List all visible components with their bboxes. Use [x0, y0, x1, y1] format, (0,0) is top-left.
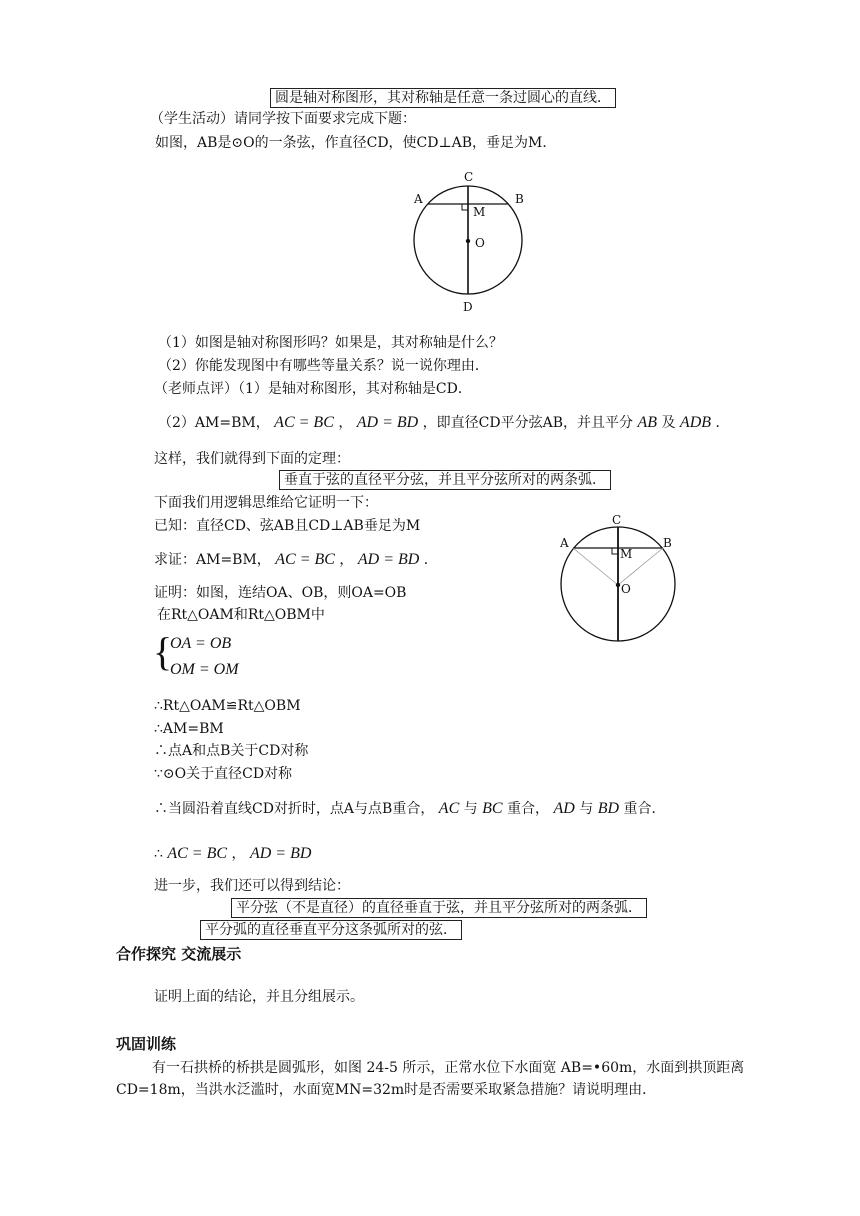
logic-lead: 下面我们用逻辑思维给它证明一下： — [154, 495, 378, 511]
fold-arc-bd: BD — [597, 800, 620, 817]
answer-2-sep: ， — [338, 415, 353, 431]
student-activity-text: （学生活动）请同学按下面要求完成下题： — [150, 111, 416, 127]
arc-adb: ADB — [679, 414, 712, 431]
fold-arc-bc: BC — [482, 800, 503, 817]
system-brace: { — [153, 629, 173, 674]
prove-eq-ac-bc: AC = BC — [275, 551, 335, 568]
given-statement: 已知：直径CD、弦AB且CD⊥AB垂足为M — [154, 518, 421, 534]
fold-arc-ac: AC — [438, 800, 460, 817]
conclusion-eq-ad-bd: AD = BD — [249, 845, 312, 862]
further-lead: 进一步，我们还可以得到结论： — [154, 878, 350, 894]
label-m: M — [473, 205, 486, 219]
label-o: O — [475, 236, 485, 250]
prove-end: ． — [423, 552, 438, 568]
equation-ac-bc: AC = BC — [274, 414, 334, 431]
right-angle-mark — [462, 204, 468, 210]
section-title-cooperate: 合作探究 交流展示 — [116, 945, 242, 963]
arc-ab: AB — [637, 414, 658, 431]
right-angle-mark-2 — [612, 548, 618, 554]
axis-definition-text: 圆是轴对称图形，其对称轴是任意一条过圆心的直线． — [275, 90, 611, 106]
conclusion-prefix: ∴ — [154, 846, 168, 862]
step-am-bm: ∴AM=BM — [154, 721, 224, 737]
step-symmetric-points: ∴点A和点B关于CD对称 — [154, 743, 309, 759]
step-congruent: ∴Rt△OAM≌Rt△OBM — [154, 698, 301, 714]
label-c: C — [464, 170, 474, 184]
center-dot — [466, 239, 470, 243]
proof-conclusion — [154, 845, 311, 863]
label-b-2: B — [663, 536, 672, 550]
answer-2-mid: ，即直径CD平分弦AB，并且平分 — [422, 415, 634, 431]
system-line-1: OA = OB — [170, 635, 232, 652]
question-1: （1）如图是轴对称图形吗？如果是，其对称轴是什么？ — [158, 335, 503, 351]
answer-2-and: 及 — [661, 415, 676, 431]
theorem-text: 垂直于弦的直径平分弦，并且平分弦所对的两条弧． — [284, 472, 606, 488]
fold-with-2: 与 — [579, 801, 594, 817]
circle-figure-2 — [552, 512, 687, 642]
conclusion-sep: ， — [231, 846, 246, 862]
answer-2-prefix: （2）AM=BM， — [158, 415, 270, 431]
system-line-2: OM = OM — [170, 661, 239, 678]
further-box-1 — [231, 898, 647, 918]
fold-with-1: 与 — [463, 801, 478, 817]
label-b: B — [515, 192, 524, 206]
prove-sep: ， — [339, 552, 354, 568]
fold-arc-ad: AD — [553, 800, 575, 817]
label-a-2: A — [560, 536, 569, 550]
fold-mid: 重合， — [507, 801, 550, 817]
circle-figure-1 — [405, 165, 540, 315]
proof-line: 证明：如图，连结OA、OB，则OA=OB — [154, 585, 407, 601]
center-dot-2 — [616, 583, 620, 587]
label-a: A — [414, 192, 423, 206]
further-box-2 — [200, 920, 462, 940]
fold-end: 重合． — [623, 801, 666, 817]
section-title-practice: 巩固训练 — [116, 1035, 177, 1053]
answer-2-line — [158, 414, 729, 432]
teacher-comment: （老师点评）（1）是轴对称图形，其对称轴是CD． — [154, 381, 472, 397]
theorem-box — [279, 470, 611, 490]
prove-statement — [154, 551, 438, 569]
label-c-2: C — [612, 513, 622, 527]
further-text-1: 平分弦（不是直径）的直径垂直于弦，并且平分弦所对的两条弧． — [236, 900, 642, 916]
practice-problem: 有一石拱桥的桥拱是圆弧形，如图 24-5 所示，正常水位下水面宽 AB=•60m，水面到拱顶距离CD=18m，当洪水泛滥时，水面宽MN=32m时是否需要采取紧急措施？请说明理由． — [116, 1060, 745, 1098]
prove-prefix: 求证：AM=BM， — [154, 552, 271, 568]
further-text-2: 平分弧的直径垂直平分这条弧所对的弦． — [205, 922, 457, 938]
step-fold — [154, 800, 666, 818]
step-circle-symmetric: ∵⊙O关于直径CD对称 — [154, 766, 293, 782]
conclusion-eq-ac-bc: AC = BC — [167, 845, 228, 862]
equation-ad-bd: AD = BD — [356, 414, 419, 431]
problem-statement: 如图，AB是⊙O的一条弦，作直径CD，使CD⊥AB，垂足为M． — [155, 135, 557, 151]
cooperate-text: 证明上面的结论，并且分组展示。 — [154, 989, 364, 1005]
label-m-2: M — [620, 547, 633, 561]
theorem-lead: 这样，我们就得到下面的定理： — [154, 451, 350, 467]
label-d: D — [463, 300, 473, 314]
prove-eq-ad-bd: AD = BD — [357, 551, 420, 568]
label-o-2: O — [621, 582, 631, 596]
answer-2-end: ． — [715, 415, 730, 431]
radius-oa — [573, 548, 618, 585]
question-2: （2）你能发现图中有哪些等量关系？说一说你理由． — [158, 358, 489, 374]
axis-definition-box — [270, 88, 616, 108]
rt-triangles-line: 在Rt△OAM和Rt△OBM中 — [157, 607, 325, 623]
fold-prefix: ∴当圆沿着直线CD对折时，点A与点B重合， — [154, 801, 435, 817]
